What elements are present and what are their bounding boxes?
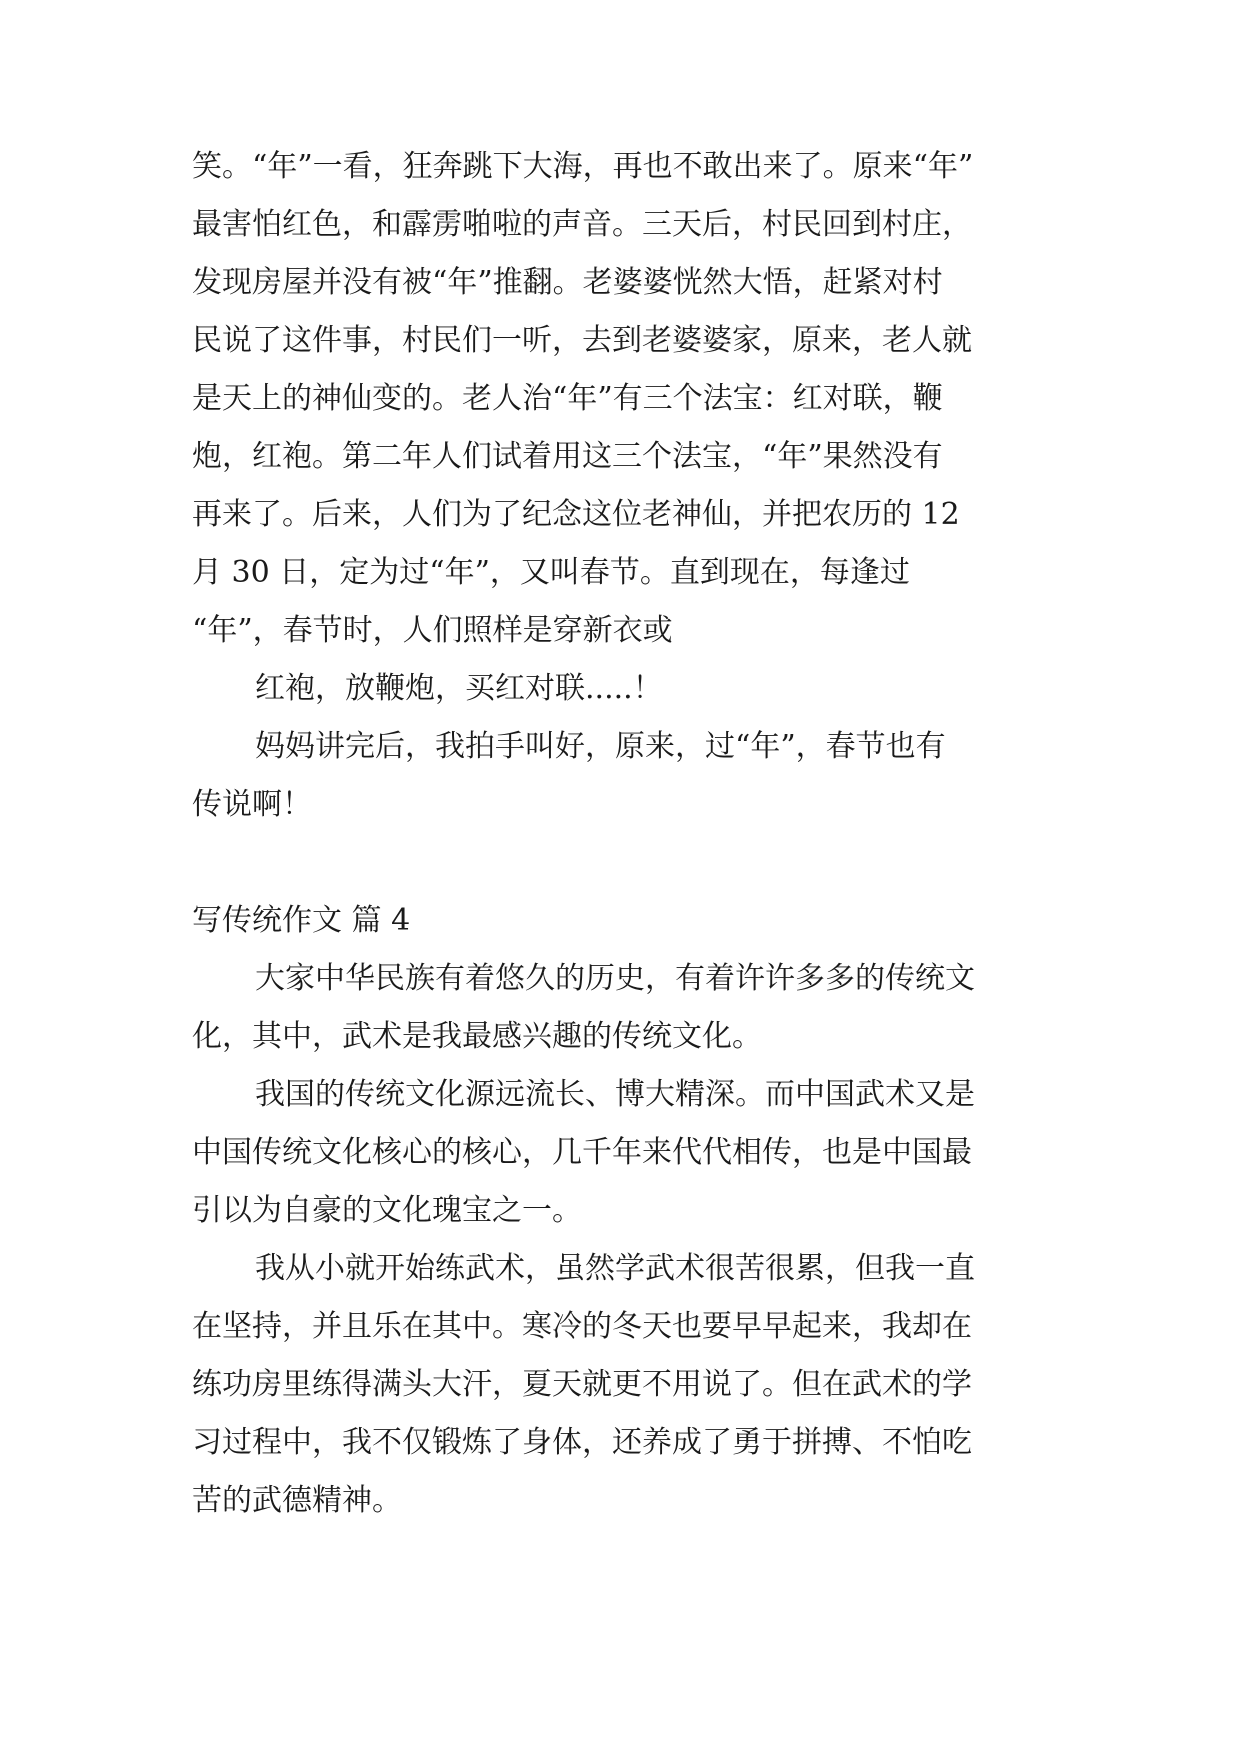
- paragraph-line: 我国的传统文化源远流长、博大精深。而中国武术又是: [255, 1077, 975, 1112]
- paragraph-line: 最害怕红色，和霹雳啪啦的声音。三天后，村民回到村庄，: [192, 207, 972, 242]
- paragraph-line: 传说啊！: [192, 787, 312, 822]
- paragraph-line: 苦的武德精神。: [192, 1483, 402, 1518]
- paragraph-line: 我从小就开始练武术，虽然学武术很苦很累，但我一直: [255, 1251, 975, 1286]
- paragraph-line: 大家中华民族有着悠久的历史，有着许许多多的传统文: [255, 961, 975, 996]
- paragraph-line: 民说了这件事，村民们一听，去到老婆婆家，原来，老人就: [192, 323, 972, 358]
- paragraph-line: 中国传统文化核心的核心，几千年来代代相传，也是中国最: [192, 1135, 972, 1170]
- paragraph-line: 月 30 日，定为过“年”，又叫春节。直到现在，每逢过: [192, 555, 910, 590]
- paragraph-line: 发现房屋并没有被“年”推翻。老婆婆恍然大悟，赶紧对村: [192, 265, 943, 300]
- paragraph-line: 再来了。后来，人们为了纪念这位老神仙，并把农历的 12: [192, 497, 960, 532]
- paragraph-line: 化，其中，武术是我最感兴趣的传统文化。: [192, 1019, 762, 1054]
- paragraph-line: 习过程中，我不仅锻炼了身体，还养成了勇于拼搏、不怕吃: [192, 1425, 972, 1460]
- paragraph-line: “年”，春节时，人们照样是穿新衣或: [192, 613, 673, 648]
- paragraph-line: 引以为自豪的文化瑰宝之一。: [192, 1193, 582, 1228]
- paragraph-line: 笑。“年”一看，狂奔跳下大海，再也不敢出来了。原来“年”: [192, 149, 974, 184]
- paragraph-line: 在坚持，并且乐在其中。寒冷的冬天也要早早起来，我却在: [192, 1309, 972, 1344]
- paragraph-line: 是天上的神仙变的。老人治“年”有三个法宝：红对联，鞭: [192, 381, 943, 416]
- paragraph-line: 炮，红袍。第二年人们试着用这三个法宝，“年”果然没有: [192, 439, 943, 474]
- paragraph-line: 妈妈讲完后，我拍手叫好，原来，过“年”，春节也有: [255, 729, 946, 764]
- section-heading: 写传统作文 篇 4: [192, 903, 411, 938]
- paragraph-line: 练功房里练得满头大汗，夏天就更不用说了。但在武术的学: [192, 1367, 972, 1402]
- paragraph-line: 红袍，放鞭炮，买红对联.....！: [255, 671, 663, 706]
